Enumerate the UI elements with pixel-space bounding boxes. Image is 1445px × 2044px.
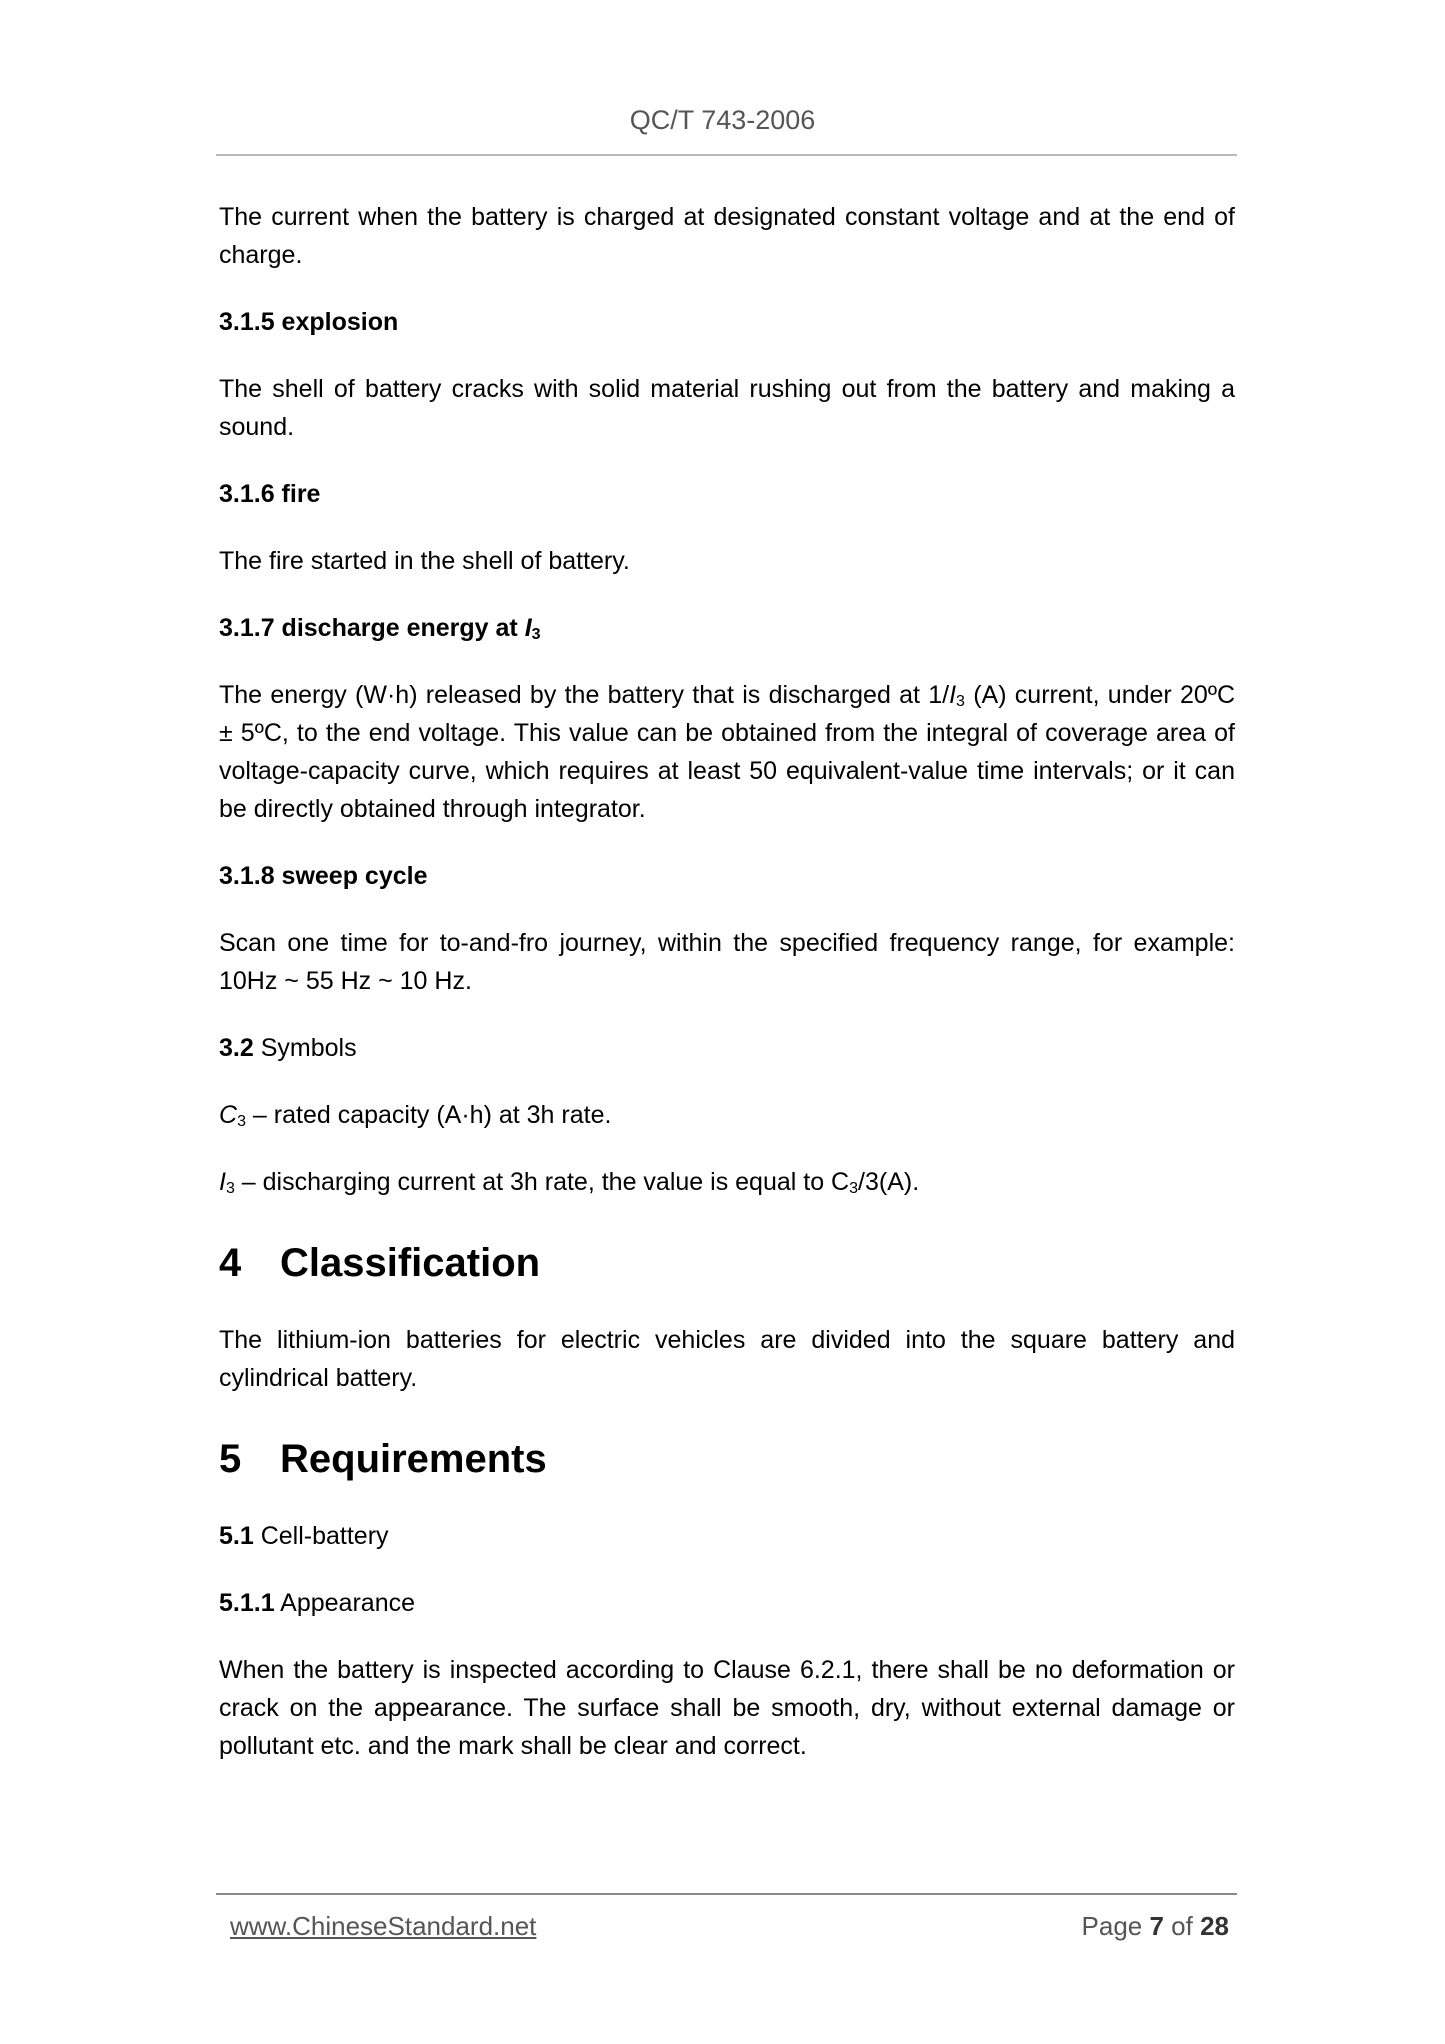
symbol-definition-i3: [219, 1163, 1235, 1201]
section-number: 5.1.1: [219, 1589, 275, 1617]
symbol-variable: C: [219, 1101, 238, 1129]
chapter-heading-requirements: [219, 1435, 1235, 1483]
discharge-energy-text-a: The energy (W·h) released by the battery that is discharged at 1/: [219, 681, 950, 709]
term-heading-subscript: 3: [531, 626, 541, 643]
section-label: Appearance: [274, 1589, 416, 1617]
page-total: 28: [1200, 1911, 1229, 1941]
section-heading-symbols: [219, 1029, 1235, 1067]
paragraph-explosion: The shell of battery cracks with solid material rushing out from the battery and making a sound.: [219, 375, 1235, 441]
term-heading-sweep-cycle: 3.1.8 sweep cycle: [219, 862, 428, 890]
chapter-title: Requirements: [280, 1437, 547, 1481]
paragraph-end-of-charge-current: The current when the battery is charged at designated constant voltage and at the end of charge.: [219, 203, 1235, 269]
section-label: Cell-battery: [253, 1522, 389, 1550]
paragraph-sweep-cycle: Scan one time for to-and-fro journey, within the specified frequency range, for example: 10Hz ~ 55 Hz ~ 10 Hz.: [219, 929, 1235, 995]
symbol-description: – rated capacity (A·h) at 3h rate.: [245, 1101, 612, 1129]
chapter-heading-classification: [219, 1239, 1235, 1287]
symbol-subscript: 3: [225, 1180, 235, 1197]
symbol-subscript: 3: [237, 1113, 246, 1130]
section-number: 3.2: [219, 1034, 254, 1062]
term-heading-explosion: 3.1.5 explosion: [219, 308, 399, 336]
footer-rule: [216, 1893, 1237, 1895]
section-label: Symbols: [253, 1034, 357, 1062]
footer-page-counter: [1082, 1909, 1229, 1943]
discharge-energy-variable: I: [949, 681, 957, 709]
page-of: of: [1163, 1911, 1201, 1941]
term-heading-fire: 3.1.6 fire: [219, 480, 321, 508]
chapter-number: 5: [219, 1437, 242, 1481]
document-body: [219, 198, 1235, 1765]
footer-website-link[interactable]: www.ChineseStandard.net: [230, 1911, 537, 1941]
chapter-number: 4: [219, 1241, 242, 1285]
term-heading-discharge-energy: [219, 609, 1235, 647]
term-heading-text: 3.1.7 discharge energy at: [219, 614, 525, 642]
paragraph-fire: The fire started in the shell of battery.: [219, 547, 630, 575]
page-number: 7: [1149, 1911, 1164, 1941]
symbol-variable: I: [219, 1168, 226, 1196]
page-prefix: Page: [1081, 1911, 1150, 1941]
section-heading-cell-battery: [219, 1517, 1235, 1555]
symbol-definition-c3: [219, 1096, 1235, 1134]
paragraph-classification: The lithium-ion batteries for electric vehicles are divided into the square battery and cylindrical battery.: [219, 1326, 1235, 1392]
term-heading-variable: I: [524, 614, 532, 642]
chapter-title: Classification: [280, 1241, 541, 1285]
paragraph-discharge-energy: [219, 676, 1235, 828]
symbol-subscript-2: 3: [849, 1180, 859, 1197]
header-rule: [216, 154, 1237, 156]
discharge-energy-text-b: (A) current, under 20ºC ± 5ºC, to the end voltage. This value can be obtained from the integral of coverage area of voltage-capacity curve, which requires at least 50 equivalent-value time intervals; or it can be directly obtained through integrator.: [219, 681, 1236, 823]
document-header-title: QC/T 743-2006: [629, 105, 816, 135]
symbol-description-a: – discharging current at 3h rate, the value is equal to C: [234, 1168, 850, 1196]
symbol-description-b: /3(A).: [858, 1168, 920, 1196]
section-heading-appearance: [219, 1584, 1235, 1622]
discharge-energy-subscript: 3: [956, 693, 965, 710]
section-number: 5.1: [219, 1522, 254, 1550]
paragraph-appearance: When the battery is inspected according to Clause 6.2.1, there shall be no deformation or crack on the appearance. The surface shall be smooth, dry, without external damage or pollutant etc. and the mark shall be clear and correct.: [219, 1656, 1235, 1760]
